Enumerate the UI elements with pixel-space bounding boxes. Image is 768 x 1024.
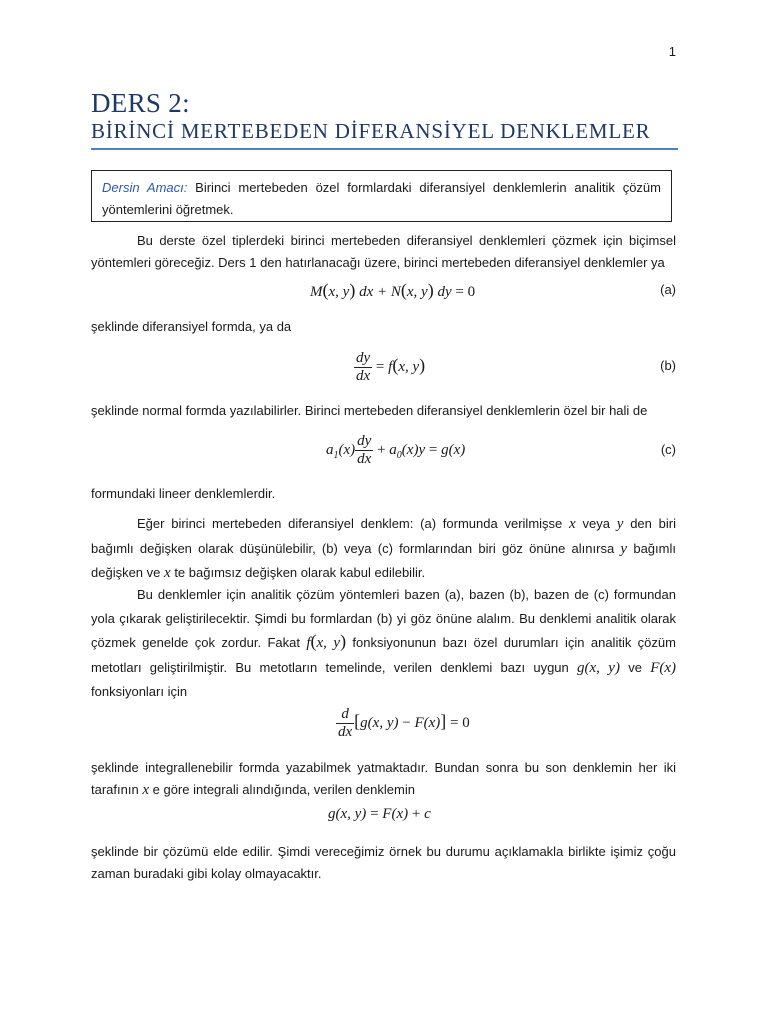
equation-exact-derivative: $\frac{d}{dx}$ [g(x, y) − F(x)] = 0 bbox=[338, 706, 470, 740]
page-title: DERS 2: bbox=[91, 88, 190, 118]
paragraph-6: Bu denklemler için analitik çözüm yöntemleri bazen (a), bazen (b), bazen de (c) formundan yola çıkarak geliştirilecektir. Şimdi bu formlardan (b) yi göz önüne alalım. Bu denklemi analitik olarak çözmek genelde çok zordur. Fakat f(x, y) fonksiyonunun bazı özel durumları için analitik çözüm metotları geliştirilmiştir. Bu metotların temelinde, verilen denklemi bazı uygun g(x, y) ve F(x) fonksiyonları için bbox=[91, 587, 676, 699]
paragraph-3: şeklinde normal formda yazılabilirler. Birinci mertebeden diferansiyel denklemlerin özel bir hali de bbox=[91, 403, 648, 418]
paragraph-4: formundaki lineer denklemlerdir. bbox=[91, 486, 276, 501]
paragraph-5: Eğer birinci mertebeden diferansiyel denklem: (a) formunda verilmişse x veya y den biri bağımlı değişken olarak düşünülebilir, (b) veya (c) formlarından biri göz önüne alınırsa y bağımlı değişken ve x te bağımsız değişken olarak kabul edilebilir. bbox=[91, 516, 676, 581]
objective-label: Dersin Amacı: bbox=[102, 180, 188, 195]
paragraph-7: şeklinde integrallenebilir formda yazabilmek yatmaktadır. Bundan sonra bu son denklemin her iki tarafının x e göre integrali alındığında, verilen denklemin bbox=[91, 760, 676, 798]
equation-b: $\frac{dy}{dx}$ = f(x, y) bbox=[356, 350, 426, 384]
paragraph-2: şeklinde diferansiyel formda, ya da bbox=[91, 319, 292, 334]
page-subtitle: BİRİNCİ MERTEBEDEN DİFERANSİYEL DENKLEMLER bbox=[91, 119, 651, 143]
equation-a: M(x, y) dx + N(x, y) dy = 0 bbox=[310, 280, 476, 300]
equation-c-label: (c) bbox=[660, 442, 676, 457]
equation-solution: g(x, y) = F(x) + c bbox=[328, 806, 431, 822]
objective-text: Birinci mertebeden özel formlardaki diferansiyel denklemlerin analitik çözüm yöntemlerini öğretmek. bbox=[102, 180, 661, 217]
equation-b-label: (b) bbox=[660, 358, 676, 373]
equation-a-label: (a) bbox=[660, 282, 676, 297]
objective-box bbox=[91, 170, 672, 222]
title-divider bbox=[91, 148, 678, 150]
paragraph-1: Bu derste özel tiplerdeki birinci mertebeden diferansiyel denklemleri çözmek için biçimsel yöntemleri göreceğiz. Ders 1 den hatırlanacağı üzere, birinci mertebeden diferansiyel denklemler ya bbox=[91, 233, 676, 270]
page-number: 1 bbox=[668, 44, 676, 59]
equation-c: $a_1(x)$ $\frac{dy}{dx}$ + $a_0(x)y = g(x)$ bbox=[326, 433, 466, 467]
paragraph-8: şeklinde bir çözümü elde edilir. Şimdi vereceğimiz örnek bu durumu açıklamakla birlikte işimiz çoğu zaman buradaki gibi kolay olmayacaktır. bbox=[91, 844, 676, 881]
